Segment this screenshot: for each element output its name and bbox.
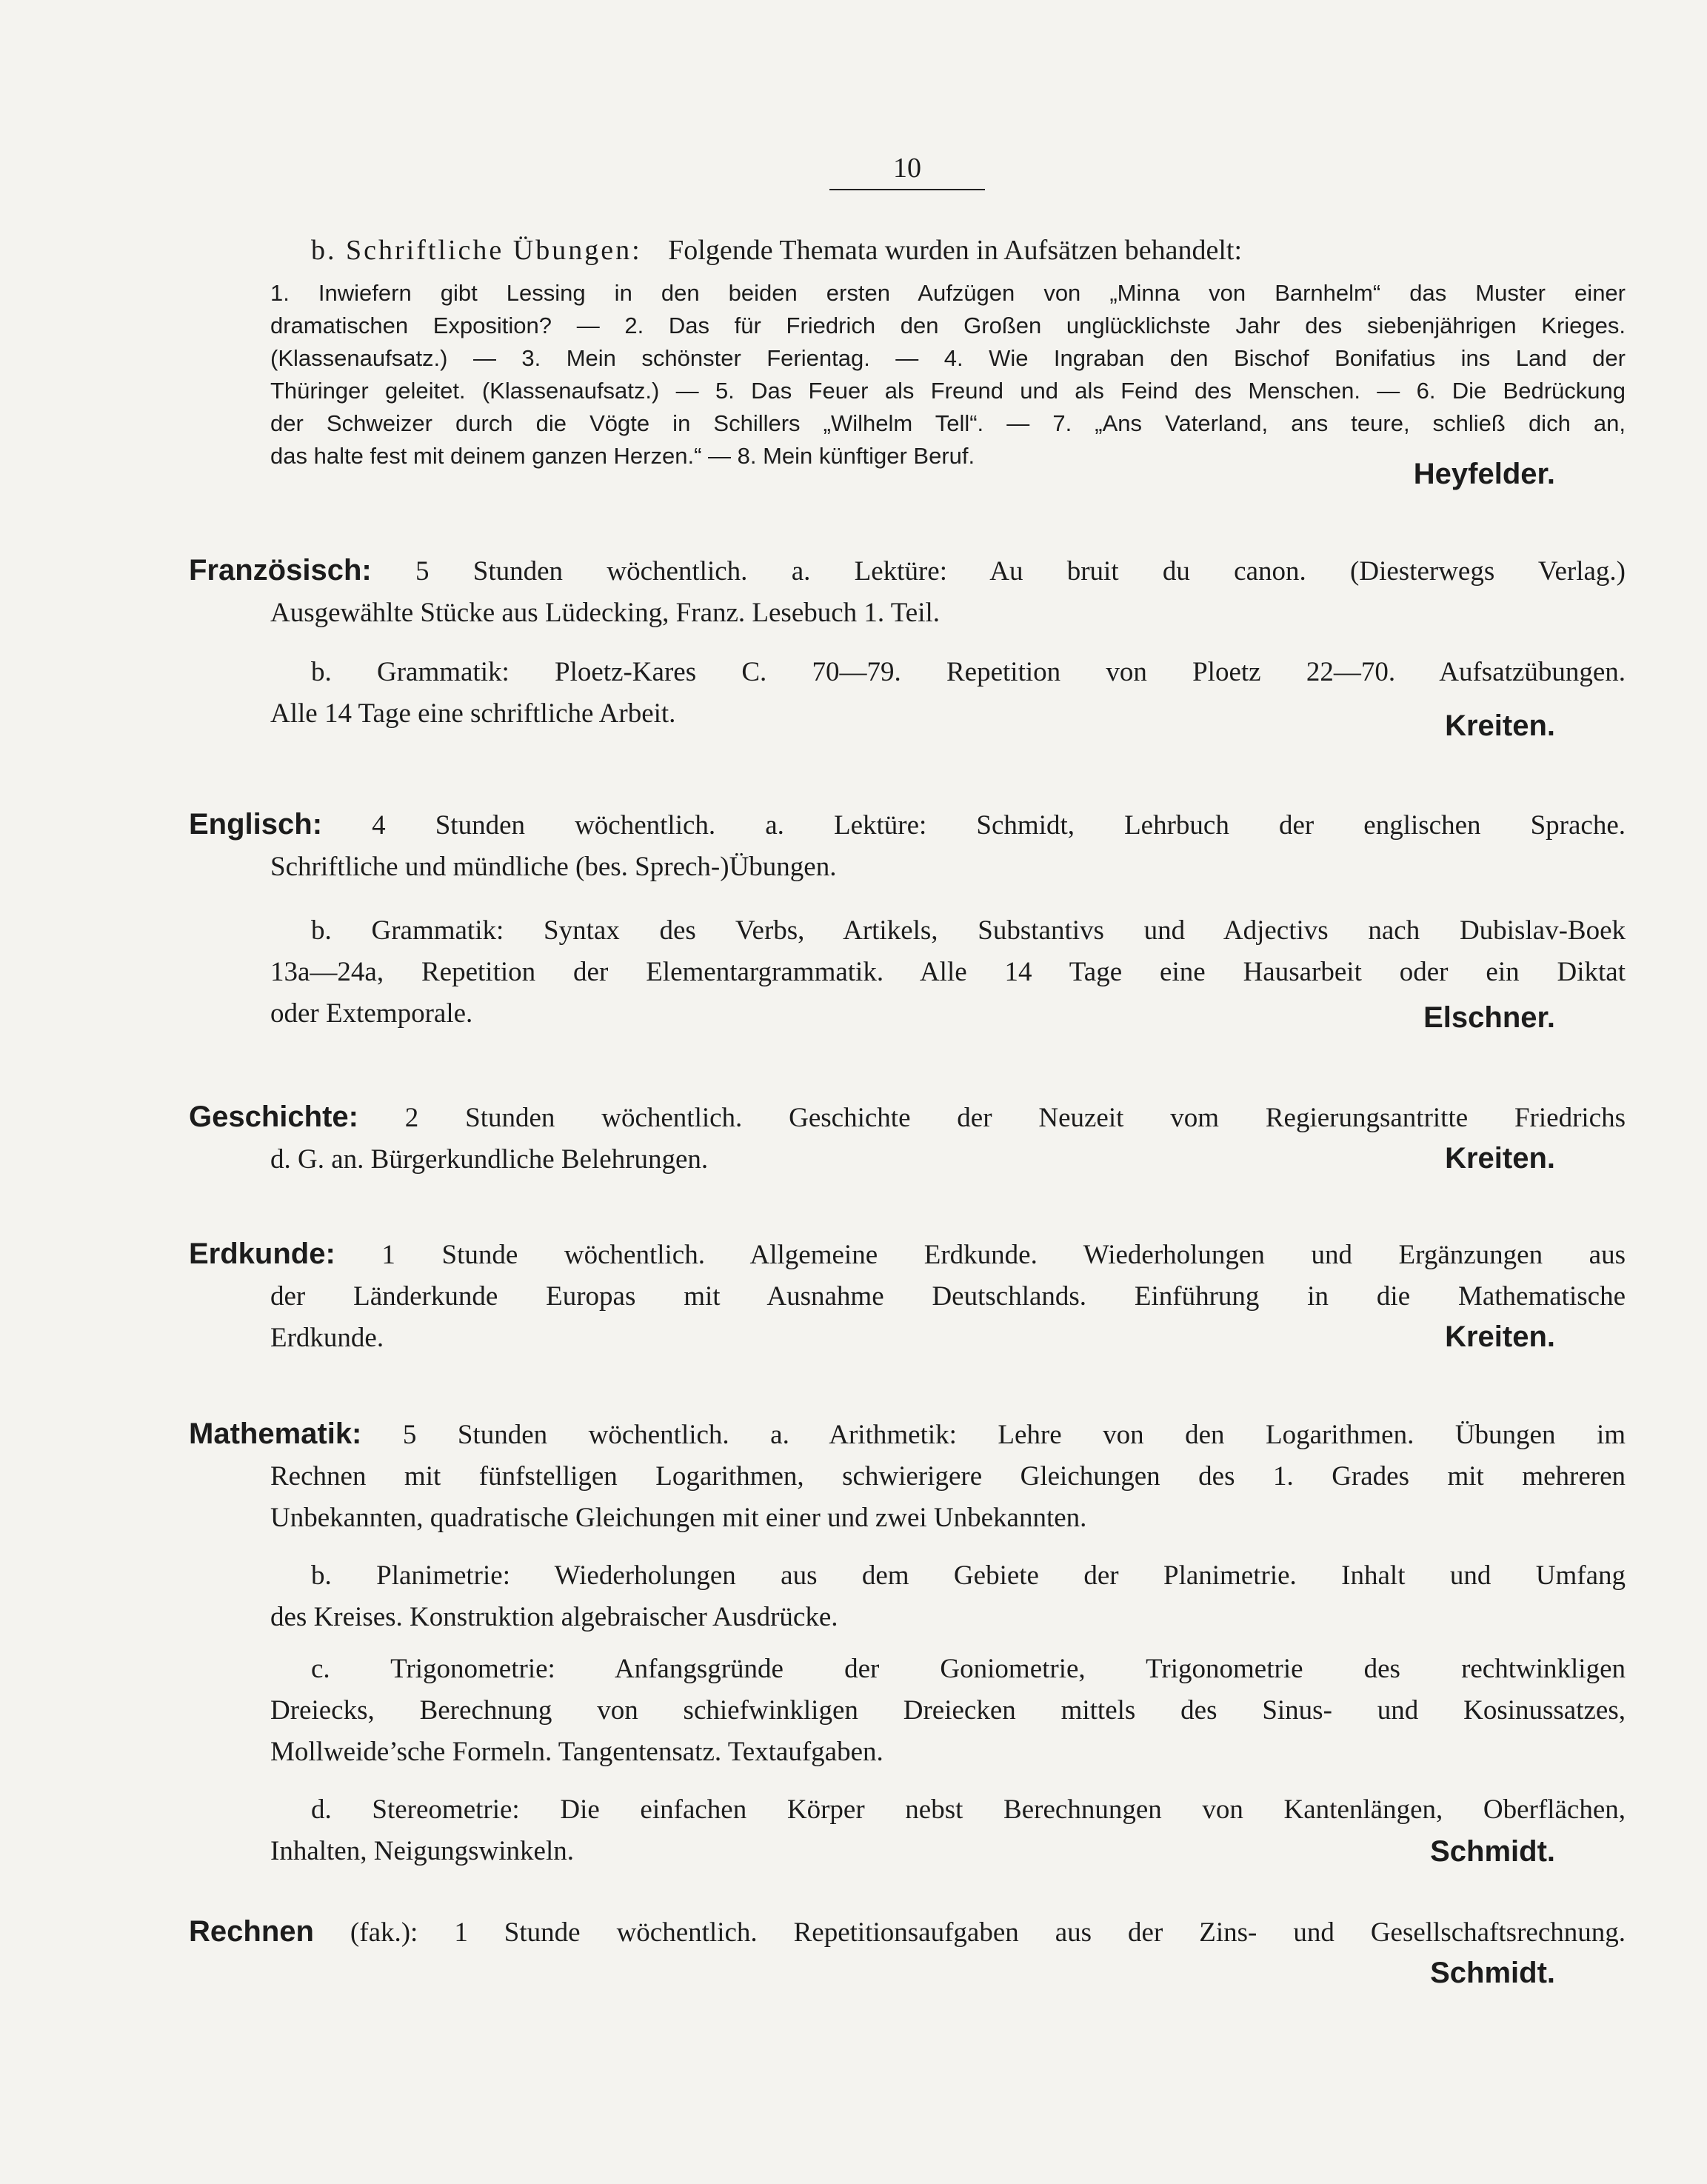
- mathematik-section: [189, 1413, 1626, 1872]
- deutsch-line-4: Thüringer geleitet. (Klassenaufsatz.) — 5. Das Feuer als Freund und als Feind des Menschen. — 6. Die Bedrückung: [270, 378, 1626, 404]
- mathematik-planimetrie-1: b. Planimetrie: Wiederholungen aus dem Gebiete der Planimetrie. Inhalt und Umfang: [311, 1560, 1626, 1591]
- deutsch-heading: b. Schriftliche Übungen:: [311, 235, 642, 266]
- mathematik-subject: Mathematik:: [189, 1417, 362, 1450]
- englisch-section: [189, 804, 1626, 1035]
- teacher-kreiten-erdkunde: Kreiten.: [1445, 1320, 1555, 1353]
- englisch-line-3: b. Grammatik: Syntax des Verbs, Artikels, Substantivs und Adjectivs nach Dubislav-Boek: [311, 915, 1626, 946]
- page-number: 10: [829, 152, 985, 190]
- deutsch-line-2: dramatischen Exposition? — 2. Das für Friedrich den Großen unglücklichste Jahr des siebenjährigen Krieges.: [270, 313, 1626, 338]
- erdkunde-line-2: der Länderkunde Europas mit Ausnahme Deutschlands. Einführung in die Mathematische: [270, 1281, 1626, 1312]
- franzoesisch-line-1: 5 Stunden wöchentlich. a. Lektüre: Au bruit du canon. (Diesterwegs Verlag.): [415, 556, 1626, 587]
- franzoesisch-line-2: Ausgewählte Stücke aus Lüdecking, Franz. Lesebuch 1. Teil.: [270, 598, 941, 628]
- franzoesisch-subject: Französisch:: [189, 554, 372, 587]
- mathematik-stereometrie-2: Inhalten, Neigungswinkeln.: [270, 1836, 574, 1866]
- geschichte-subject: Geschichte:: [189, 1101, 358, 1133]
- deutsch-line-1: 1. Inwiefern gibt Lessing in den beiden ersten Aufzügen von „Minna von Barnhelm“ das Muster einer: [270, 280, 1626, 306]
- englisch-line-5: oder Extemporale.: [270, 998, 473, 1029]
- geschichte-line-1: 2 Stunden wöchentlich. Geschichte der Neuzeit vom Regierungsantritte Friedrichs: [404, 1103, 1626, 1133]
- deutsch-section: [189, 230, 1626, 472]
- mathematik-trigonometrie-1: c. Trigonometrie: Anfangsgründe der Goniometrie, Trigonometrie des rechtwinkligen: [311, 1654, 1626, 1684]
- englisch-subject: Englisch:: [189, 808, 323, 841]
- erdkunde-line-1: 1 Stunde wöchentlich. Allgemeine Erdkunde. Wiederholungen und Ergänzungen aus: [381, 1240, 1626, 1270]
- geschichte-line-2: d. G. an. Bürgerkundliche Belehrungen.: [270, 1144, 709, 1175]
- erdkunde-line-3: Erdkunde.: [270, 1323, 384, 1353]
- franzoesisch-line-4: Alle 14 Tage eine schriftliche Arbeit.: [270, 698, 676, 729]
- rechnen-subject: Rechnen: [189, 1915, 314, 1948]
- englisch-line-1: 4 Stunden wöchentlich. a. Lektüre: Schmidt, Lehrbuch der englischen Sprache.: [372, 810, 1626, 841]
- teacher-kreiten-franzoesisch: Kreiten.: [1445, 709, 1555, 742]
- teacher-schmidt-mathematik: Schmidt.: [1430, 1835, 1555, 1868]
- rechnen-section: [189, 1911, 1626, 1954]
- englisch-line-4: 13a—24a, Repetition der Elementargrammatik. Alle 14 Tage eine Hausarbeit oder ein Diktat: [270, 957, 1626, 987]
- mathematik-trigonometrie-3: Mollweide’sche Formeln. Tangentensatz. Textaufgaben.: [270, 1737, 883, 1767]
- deutsch-line-3: (Klassenaufsatz.) — 3. Mein schönster Ferientag. — 4. Wie Ingraban den Bischof Bonifatius ins Land der: [270, 345, 1626, 371]
- teacher-elschner: Elschner.: [1423, 1001, 1555, 1034]
- rechnen-fak: (fak.):: [350, 1917, 418, 1948]
- mathematik-arithmetik-2: Rechnen mit fünfstelligen Logarithmen, schwierigere Gleichungen des 1. Grades mit mehreren: [270, 1461, 1626, 1492]
- teacher-schmidt-rechnen: Schmidt.: [1430, 1957, 1555, 1989]
- deutsch-intro: Folgende Themata wurden in Aufsätzen behandelt:: [668, 235, 1243, 266]
- franzoesisch-section: [189, 550, 1626, 735]
- deutsch-line-5: der Schweizer durch die Vögte in Schillers „Wilhelm Tell“. — 7. „Ans Vaterland, ans teure, schließ dich an,: [270, 410, 1626, 436]
- teacher-kreiten-geschichte: Kreiten.: [1445, 1142, 1555, 1175]
- erdkunde-section: [189, 1233, 1626, 1359]
- erdkunde-subject: Erdkunde:: [189, 1238, 335, 1270]
- englisch-line-2: Schriftliche und mündliche (bes. Sprech-)Übungen.: [270, 852, 837, 882]
- mathematik-planimetrie-2: des Kreises. Konstruktion algebraischer Ausdrücke.: [270, 1602, 838, 1632]
- mathematik-arithmetik-1: 5 Stunden wöchentlich. a. Arithmetik: Lehre von den Logarithmen. Übungen im: [402, 1420, 1626, 1450]
- geschichte-section: [189, 1096, 1626, 1181]
- franzoesisch-line-3: b. Grammatik: Ploetz-Kares C. 70—79. Repetition von Ploetz 22—70. Aufsatzübungen.: [311, 657, 1626, 687]
- mathematik-stereometrie-1: d. Stereometrie: Die einfachen Körper nebst Berechnungen von Kantenlängen, Oberflächen,: [311, 1794, 1626, 1825]
- deutsch-line-6: das halte fest mit deinem ganzen Herzen.“ — 8. Mein künftiger Beruf.: [270, 443, 975, 469]
- rechnen-line-1: 1 Stunde wöchentlich. Repetitionsaufgaben aus der Zins- und Gesellschaftsrechnung.: [454, 1917, 1626, 1948]
- mathematik-arithmetik-3: Unbekannten, quadratische Gleichungen mit einer und zwei Unbekannten.: [270, 1503, 1087, 1533]
- teacher-heyfelder: Heyfelder.: [1413, 458, 1555, 490]
- mathematik-trigonometrie-2: Dreiecks, Berechnung von schiefwinkligen Dreiecken mittels des Sinus- und Kosinussatzes,: [270, 1695, 1626, 1726]
